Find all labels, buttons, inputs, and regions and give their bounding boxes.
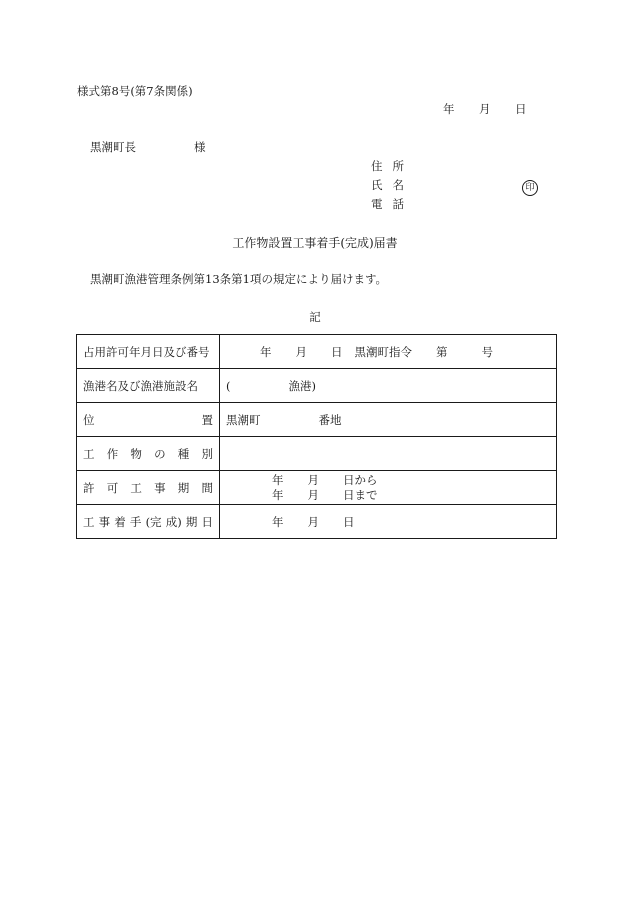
phone-label: 電話 (371, 197, 414, 211)
permit-label: 占用許可年月日及び番号 (77, 335, 220, 369)
period-value: 年 月 日から 年 月 日まで (220, 471, 557, 505)
table-row (77, 471, 557, 505)
date-day-label: 日 (515, 102, 527, 116)
ki-heading: 記 (309, 310, 321, 324)
completion-date-value: 年 月 日 (220, 505, 557, 539)
structure-type-value (220, 437, 557, 471)
addressee (90, 142, 206, 154)
address-label: 住所 (371, 159, 414, 173)
harbor-label: 漁港名及び漁港施設名 (77, 369, 220, 403)
details-table (76, 334, 557, 539)
table-row (77, 505, 557, 539)
completion-date-label: 工 事 着 手 (完 成) 期 日 (77, 505, 220, 539)
structure-type-label: 工 作 物 の 種 別 (77, 437, 220, 471)
document-title: 工作物設置工事着手(完成)届書 (232, 236, 398, 250)
date-month-label: 月 (479, 102, 491, 116)
permit-value: 年 月 日 黒潮町指令 第 号 (220, 335, 557, 369)
name-label: 氏名 (371, 178, 414, 192)
applicant-block (371, 161, 551, 218)
location-label: 位 置 (77, 403, 220, 437)
table-row (77, 403, 557, 437)
addressee-honorific: 様 (194, 140, 206, 154)
document-body: 黒潮町漁港管理条例第13条第1項の規定により届けます。 (90, 272, 388, 286)
submission-date (443, 104, 527, 116)
table-row (77, 437, 557, 471)
period-label: 許 可 工 事 期 間 (77, 471, 220, 505)
date-year-label: 年 (443, 102, 455, 116)
form-number: 様式第8号(第7条関係) (77, 84, 193, 98)
location-value: 黒潮町 番地 (220, 403, 557, 437)
harbor-value: ( 漁港) (220, 369, 557, 403)
seal-mark-icon: 印 (522, 180, 538, 196)
addressee-name: 黒潮町長 (90, 140, 136, 154)
table-row (77, 369, 557, 403)
table-row (77, 335, 557, 369)
